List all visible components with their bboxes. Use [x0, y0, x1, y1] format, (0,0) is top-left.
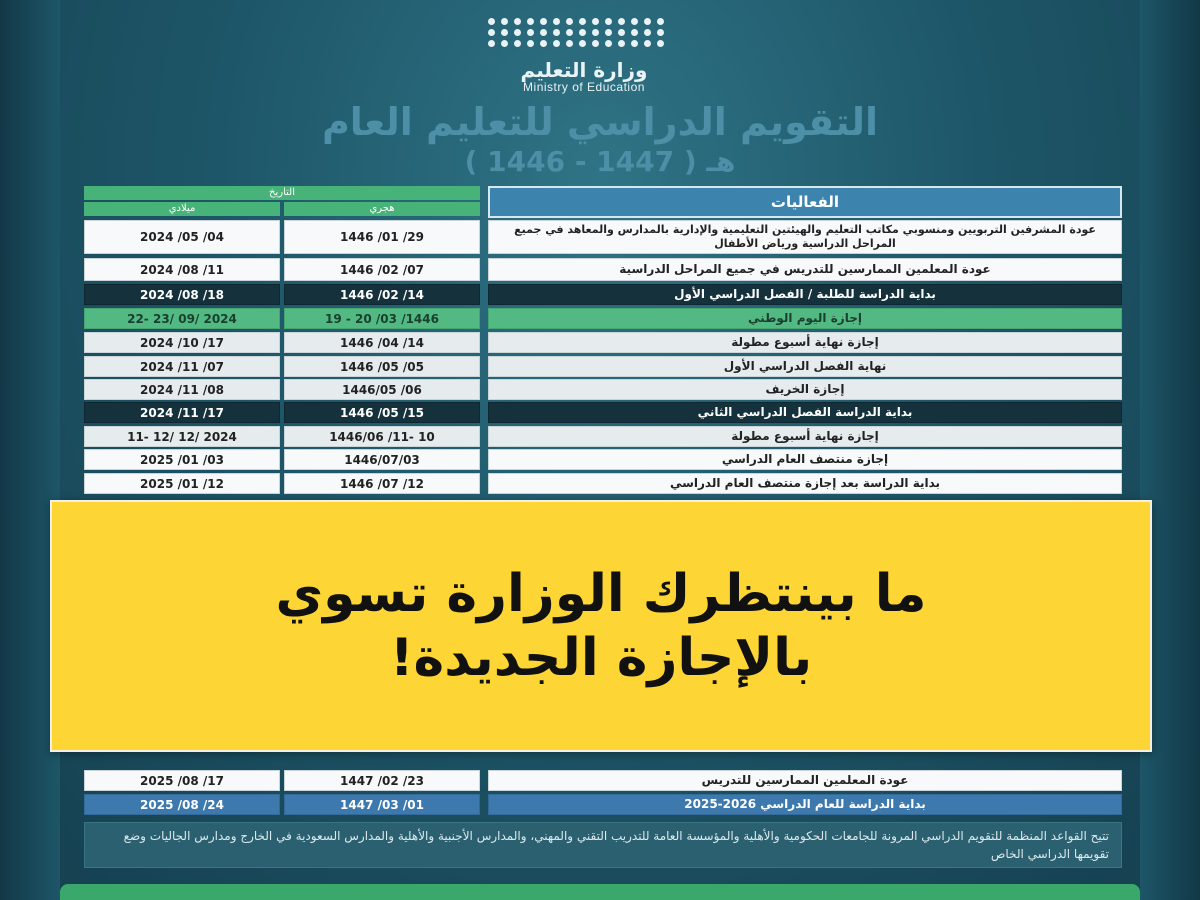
table-row [84, 308, 1122, 329]
cell-gregorian: 2024 /11 /07 [84, 356, 280, 377]
cell-hijri: 1447 /02 /23 [284, 770, 480, 791]
header-hijri: هجري [284, 202, 480, 216]
table-row [84, 794, 1122, 815]
logo-english-text: Ministry of Education [523, 80, 645, 94]
cell-hijri: 1446 /04 /14 [284, 332, 480, 353]
cell-gregorian: 2024 /08 /11 [84, 258, 280, 281]
cell-gregorian: 2025 /08 /17 [84, 770, 280, 791]
header-date: التاريخ [84, 186, 480, 200]
cell-hijri: 1447 /03 /01 [284, 794, 480, 815]
page-subtitle: ( 1446 - 1447 ) هـ [464, 145, 736, 178]
cell-gregorian: 2024 /05 /04 [84, 220, 280, 254]
cell-hijri: 1446/07/03 [284, 449, 480, 470]
cell-gregorian: 11- 12/ 12/ 2024 [84, 426, 280, 447]
ministry-logo [478, 14, 690, 92]
cell-activity: عودة المعلمين الممارسين للتدريس [488, 770, 1122, 791]
cell-activity: بداية الدراسة بعد إجازة منتصف العام الدراسي [488, 473, 1122, 494]
cell-activity: عودة المشرفين التربويين ومنسوبي مكاتب التعليم والهيئتين التعليمية والإدارية بالمدارس والمعاهد في جميع المراحل الدراسية ورياض الأطفال [488, 220, 1122, 254]
cell-activity: بداية الدراسة الفصل الدراسي الثاني [488, 402, 1122, 423]
cell-gregorian: 2024 /11 /08 [84, 379, 280, 400]
table-row [84, 473, 1122, 494]
bottom-bar [60, 884, 1140, 900]
cell-gregorian: 2024 /11 /17 [84, 402, 280, 423]
cell-hijri: 19 - 20 /03 /1446 [284, 308, 480, 329]
cell-hijri: 1446 /05 /05 [284, 356, 480, 377]
table-row [84, 449, 1122, 470]
cell-gregorian: 2025 /01 /12 [84, 473, 280, 494]
cell-activity: بداية الدراسة للطلبة / الفصل الدراسي الأول [488, 284, 1122, 305]
page-title: التقويم الدراسي للتعليم العام [321, 100, 879, 144]
cell-activity: إجازة اليوم الوطني [488, 308, 1122, 329]
table-row [84, 770, 1122, 791]
cell-hijri: 1446 /05 /15 [284, 402, 480, 423]
table-row [84, 426, 1122, 447]
cell-activity: نهاية الفصل الدراسي الأول [488, 356, 1122, 377]
header-gregorian: ميلادي [84, 202, 280, 216]
logo-dots-icon [488, 18, 667, 47]
left-edge [0, 0, 60, 900]
cell-hijri: 1446 /01 /29 [284, 220, 480, 254]
cell-gregorian: 2024 /08 /18 [84, 284, 280, 305]
cell-activity: إجازة منتصف العام الدراسي [488, 449, 1122, 470]
cell-hijri: 1446 /02 /07 [284, 258, 480, 281]
cell-activity: عودة المعلمين الممارسين للتدريس في جميع المراحل الدراسية [488, 258, 1122, 281]
table-row [84, 332, 1122, 353]
headline-line-2: بالإجازة الجديدة! [389, 628, 813, 688]
cell-hijri: 1446/05 /06 [284, 379, 480, 400]
headline-line-1: ما بينتظرك الوزارة تسوي [275, 564, 927, 624]
cell-gregorian: 2024 /10 /17 [84, 332, 280, 353]
table-row [84, 402, 1122, 423]
cell-gregorian: 22- 23/ 09/ 2024 [84, 308, 280, 329]
cell-gregorian: 2025 /01 /03 [84, 449, 280, 470]
headline-banner [50, 500, 1152, 752]
table-row [84, 356, 1122, 377]
logo-arabic-text: وزارة التعليم [520, 58, 648, 82]
cell-hijri: 1446 /02 /14 [284, 284, 480, 305]
table-row [84, 379, 1122, 400]
cell-hijri: 1446 /07 /12 [284, 473, 480, 494]
cell-activity: بداية الدراسة للعام الدراسي 2026-2025 [488, 794, 1122, 815]
table-row [84, 258, 1122, 281]
right-edge [1140, 0, 1200, 900]
cell-activity: إجازة نهاية أسبوع مطولة [488, 332, 1122, 353]
cell-activity: إجازة الخريف [488, 379, 1122, 400]
table-row [84, 220, 1122, 254]
cell-activity: إجازة نهاية أسبوع مطولة [488, 426, 1122, 447]
table-row [84, 284, 1122, 305]
cell-hijri: 1446/06 /11- 10 [284, 426, 480, 447]
header-activities: الفعاليات [488, 186, 1122, 218]
cell-gregorian: 2025 /08 /24 [84, 794, 280, 815]
footer-note: تتيح القواعد المنظمة للتقويم الدراسي المرونة للجامعات الحكومية والأهلية والمؤسسة العامة للتدريب التقني والمهني، والمدارس الأجنبية والأهلية والمدارس السعودية في الخارج ومدارس الجاليات وضع تقويمها الدراسي الخاص [84, 822, 1122, 868]
